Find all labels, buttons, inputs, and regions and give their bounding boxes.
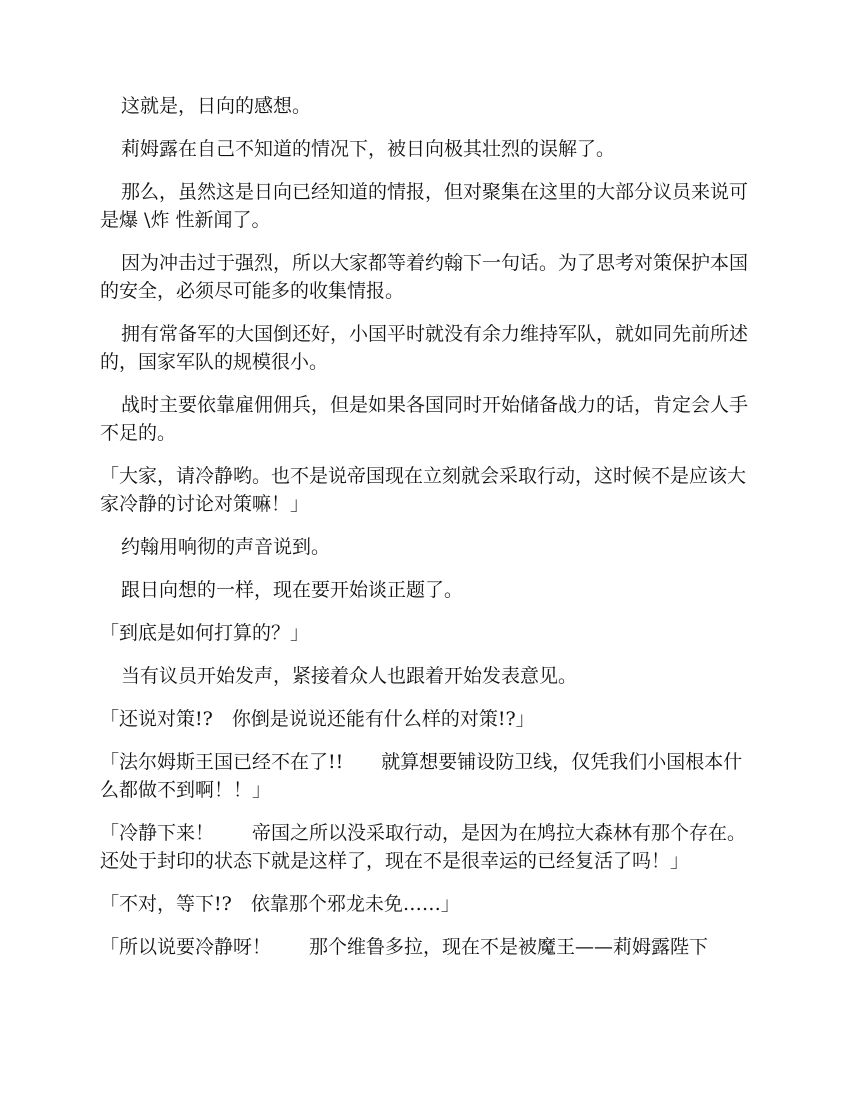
paragraph: 拥有常备军的大国倒还好，小国平时就没有余力维持军队，就如同先前所述的，国家军队的规模很小。	[100, 323, 749, 373]
paragraph: 跟日向想的一样，现在要开始谈正题了。	[121, 579, 464, 601]
dialogue-paragraph: 「到底是如何打算的？」	[100, 622, 310, 644]
dialogue-paragraph: 「所以说要冷静呀！ 那个维鲁多拉，现在不是被魔王——莉姆露陛下	[100, 936, 709, 958]
paragraph: 那么，虽然这是日向已经知道的情报，但对聚集在这里的大部分议员来说可是爆 \炸 性新闻了。	[100, 181, 749, 231]
dialogue-paragraph: 「冷静下来！ 帝国之所以没采取行动，是因为在鸠拉大森林有那个存在。还处于封印的状态下就是这样了，现在不是很幸运的已经复活了吗！」	[100, 822, 747, 872]
dialogue-paragraph: 「不对，等下!? 依靠那个邪龙未免……」	[100, 893, 460, 915]
document-page	[100, 92, 750, 976]
paragraph: 因为冲击过于强烈，所以大家都等着约翰下一句话。为了思考对策保护本国的安全，必须尽可能多的收集情报。	[100, 252, 749, 302]
paragraph: 这就是，日向的感想。	[121, 95, 312, 117]
dialogue-paragraph: 「法尔姆斯王国已经不在了!! 就算想要铺设防卫线，仅凭我们小国根本什么都做不到啊！！」	[100, 751, 743, 801]
paragraph: 莉姆露在自己不知道的情况下，被日向极其壮烈的误解了。	[121, 138, 616, 160]
dialogue-paragraph: 「大家，请冷静哟。也不是说帝国现在立刻就会采取行动，这时候不是应该大家冷静的讨论对策嘛！」	[100, 465, 747, 515]
paragraph: 当有议员开始发声，紧接着众人也跟着开始发表意见。	[121, 665, 578, 687]
paragraph: 约翰用响彻的声音说到。	[121, 536, 331, 558]
paragraph: 战时主要依靠雇佣佣兵，但是如果各国同时开始储备战力的话，肯定会人手不足的。	[100, 394, 749, 444]
dialogue-paragraph: 「还说对策!? 你倒是说说还能有什么样的对策!?」	[100, 708, 535, 730]
